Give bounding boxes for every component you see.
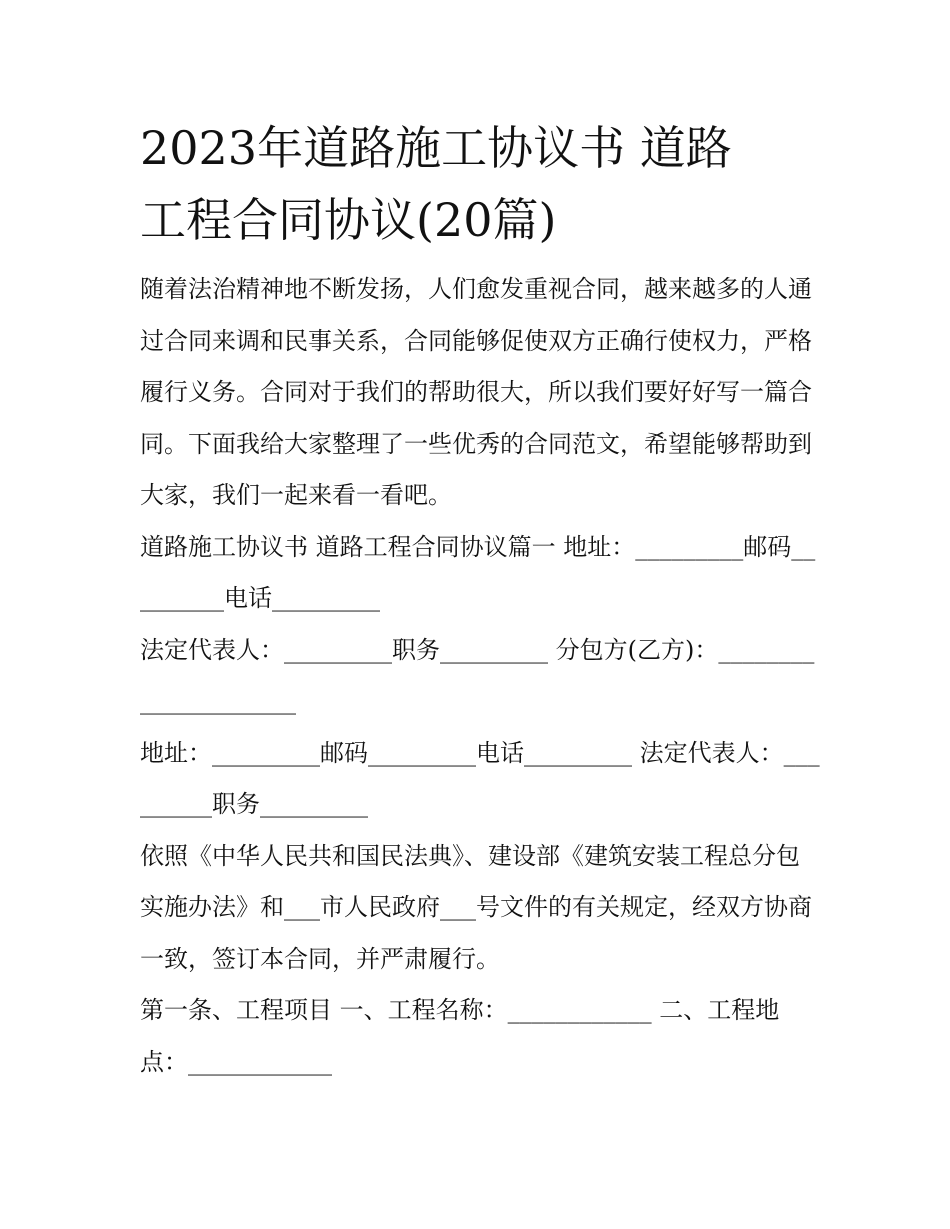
party-a-representative-paragraph: 法定代表人：_________职务_________ 分包方(乙方)：_____________________ [140, 635, 815, 715]
intro-paragraph: 随着法治精神地不断发扬，人们愈发重视合同，越来越多的人通过合同来调和民事关系，合同能够促使双方正确行使权力，严格履行义务。合同对于我们的帮助很大，所以我们要好好写一篇合同。下面我给大家整理了一些优秀的合同范文，希望能够帮助到大家，我们一起来看一看吧。 [140, 275, 812, 509]
title-line-2: 工程合同协议(20篇) [140, 193, 557, 247]
document-title [140, 112, 820, 256]
legal-basis-paragraph: 依照《中华人民共和国民法典》、建设部《建筑安装工程总分包实施办法》和___市人民政府___号文件的有关规定，经双方协商一致，签订本合同，并严肃履行。 [140, 841, 812, 973]
document-page [140, 112, 820, 1088]
party-a-address-paragraph: 道路施工协议书 道路工程合同协议篇一 地址：_________邮码_________电话_________ [140, 532, 816, 612]
article-one-paragraph: 第一条、工程项目 一、工程名称：____________ 二、工程地点：____________ [140, 996, 780, 1076]
party-b-address-paragraph: 地址：_________邮码_________电话_________ 法定代表人：_________职务_________ [140, 738, 820, 818]
title-line-1: 2023年道路施工协议书 道路 [140, 121, 732, 175]
